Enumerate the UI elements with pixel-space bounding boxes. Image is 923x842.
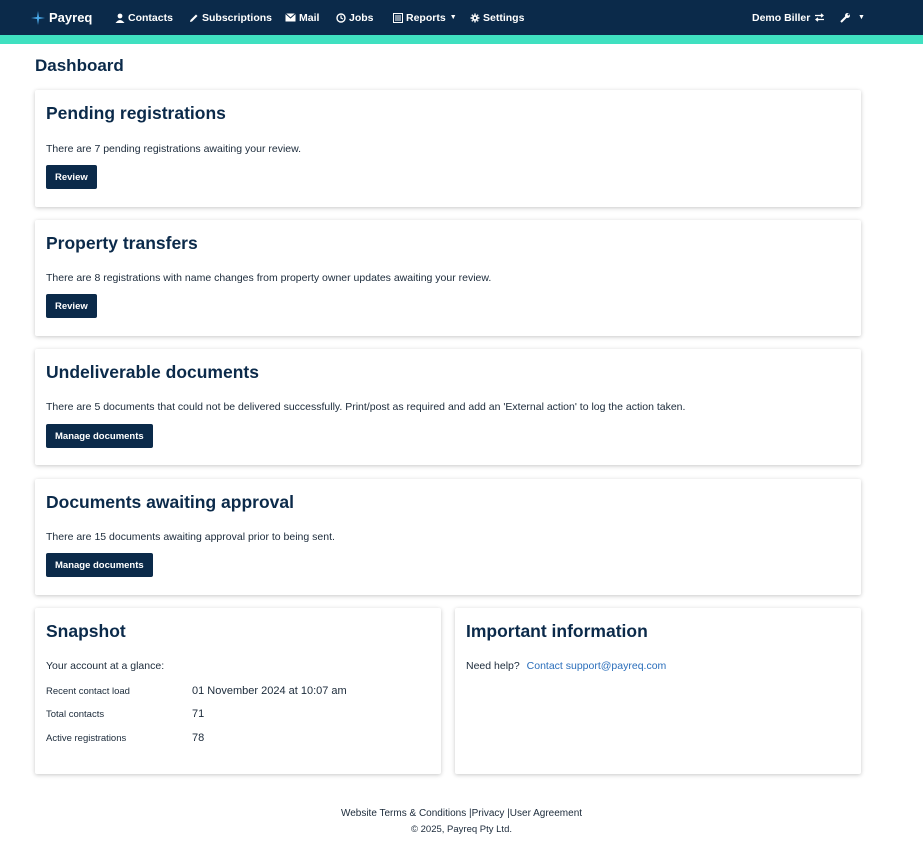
review-pending-registrations-button[interactable]: Review (46, 165, 97, 189)
brand-logo[interactable] (30, 0, 92, 35)
important-information-card (455, 608, 861, 774)
nav-settings[interactable] (470, 0, 524, 35)
navbar-accent-bar (0, 35, 923, 44)
snapshot-row-label: Active registrations (46, 733, 127, 744)
pencil-icon (189, 13, 199, 23)
property-transfers-card (35, 220, 861, 336)
undeliverable-documents-card (35, 349, 861, 465)
switch-arrows-icon (814, 13, 825, 22)
nav-subscriptions-label: Subscriptions (202, 11, 273, 24)
nav-reports[interactable] (393, 0, 457, 35)
card-title: Documents awaiting approval (46, 492, 294, 512)
chevron-down-icon: ▼ (858, 14, 865, 21)
pending-registrations-card (35, 90, 861, 207)
nav-reports-label: Reports (406, 11, 446, 24)
card-title: Property transfers (46, 233, 198, 253)
footer-separator: | (468, 808, 472, 819)
important-information-title: Important information (466, 621, 648, 641)
nav-settings-label: Settings (483, 11, 525, 24)
manage-undeliverable-documents-button[interactable]: Manage documents (46, 424, 153, 448)
wrench-icon (840, 12, 851, 23)
manage-awaiting-approval-documents-button[interactable]: Manage documents (46, 553, 153, 577)
chevron-down-icon: ▼ (449, 14, 457, 21)
documents-awaiting-approval-card (35, 479, 861, 595)
card-title: Undeliverable documents (46, 362, 259, 382)
nav-subscriptions[interactable] (189, 0, 272, 35)
payreq-logo-icon (30, 10, 46, 26)
snapshot-row-label: Total contacts (46, 709, 105, 720)
terms-link[interactable]: Website Terms & Conditions (340, 808, 467, 819)
account-name: Demo Biller (752, 11, 811, 24)
account-switcher[interactable] (752, 0, 828, 35)
help-text: Need help? (466, 660, 520, 672)
privacy-link[interactable]: Privacy (471, 808, 505, 819)
nav-contacts-label: Contacts (128, 11, 173, 24)
nav-mail[interactable] (285, 0, 319, 35)
card-text: There are 7 pending registrations awaiting your review. (46, 143, 302, 155)
person-icon (115, 13, 125, 23)
snapshot-row-label: Recent contact load (46, 686, 130, 697)
nav-contacts[interactable] (115, 0, 173, 35)
snapshot-row-value: 78 (192, 732, 205, 744)
footer-links (0, 808, 923, 819)
card-text: There are 15 documents awaiting approval prior to being sent. (46, 531, 335, 543)
card-title: Pending registrations (46, 103, 226, 123)
snapshot-card (35, 608, 441, 774)
top-navbar (0, 0, 923, 35)
card-text: There are 5 documents that could not be delivered successfully. Print/post as required and add an 'External action' to log the action taken. (46, 401, 686, 413)
clock-icon (336, 13, 346, 23)
user-agreement-link[interactable]: User Agreement (509, 808, 583, 819)
help-line (466, 660, 666, 672)
footer-separator: | (507, 808, 510, 819)
snapshot-row-value: 71 (192, 708, 205, 720)
snapshot-intro: Your account at a glance: (46, 660, 165, 672)
snapshot-row-value: 01 November 2024 at 10:07 am (192, 685, 347, 697)
card-text: There are 8 registrations with name changes from property owner updates awaiting your review. (46, 272, 492, 284)
tools-menu[interactable] (840, 0, 865, 35)
nav-jobs-label: Jobs (349, 11, 374, 24)
nav-jobs[interactable] (336, 0, 374, 35)
contact-support-link[interactable]: Contact support@payreq.com (526, 660, 667, 672)
nav-mail-label: Mail (299, 11, 320, 24)
list-icon (393, 13, 403, 23)
brand-name: Payreq (49, 10, 93, 25)
review-property-transfers-button[interactable]: Review (46, 294, 97, 318)
page-title: Dashboard (35, 56, 124, 75)
gear-icon (470, 13, 480, 23)
envelope-icon (285, 13, 296, 22)
snapshot-title: Snapshot (46, 621, 126, 641)
copyright: © 2025, Payreq Pty Ltd. (410, 824, 512, 835)
